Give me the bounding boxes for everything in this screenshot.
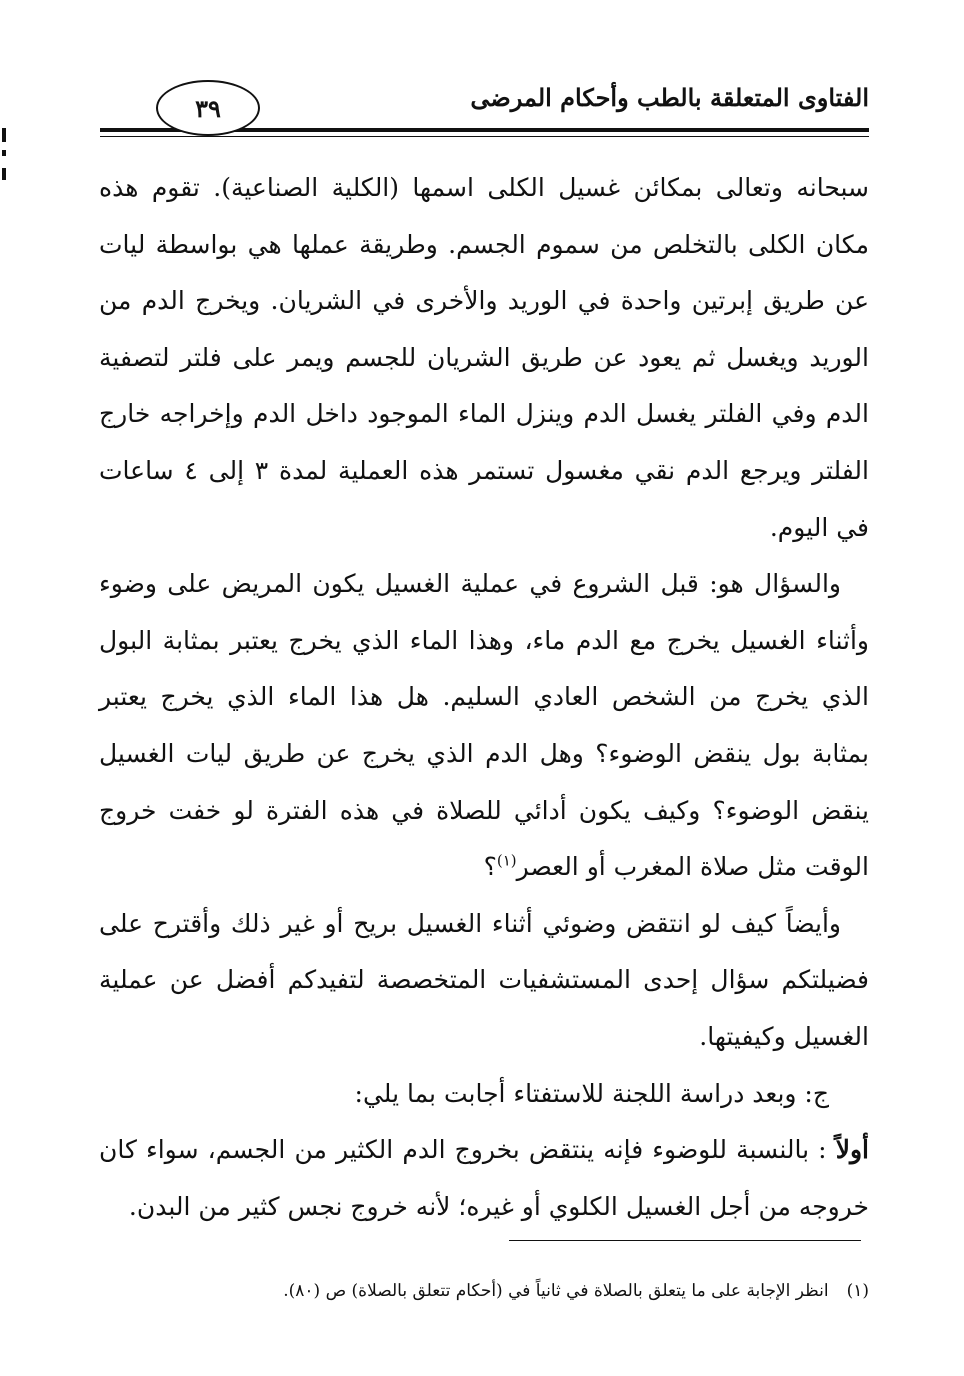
paragraph-3: وأيضاً كيف لو انتقض وضوئي أثناء الغسيل بريح أو غير ذلك وأقترح على فضيلتكم سؤال إحدى المستشفيات المتخصصة لتفيدكم أفضل عن عملية الغسيل وكيفيتها. [99,908,869,1051]
footnote [99,1278,869,1304]
answer-first-word: أولاً [835,1135,869,1165]
question-mark: ؟ [483,852,497,882]
answer-first-point [99,1122,869,1235]
paragraph-1: سبحانه وتعالى بمكائن غسيل الكلى اسمها (الكلية الصناعية). تقوم هذه مكان الكلى بالتخلص من سموم الجسم. وطريقة عملها هي بواسطة ليات عن طريق إبرتين واحدة في الوريد والأخرى في الشريان. ويخرج الدم من الوريد ويغسل ثم يعود عن طريق الشريان للجسم ويمر على فلتر لتصفية الدم وفي الفلتر يغسل الدم وينزل الماء الموجود داخل الدم وإخراجه خارج الفلتر ويرجع الدم نقي مغسول تستمر هذه العملية لمدة ٣ إلى ٤ ساعات في اليوم. [99,173,869,542]
page-number-text: ٣٩ [195,93,221,123]
header-rule-thin [100,136,869,137]
answer-first-text: : بالنسبة للوضوء فإنه ينتقض بخروج الدم الكثير من الجسم، سواء كان خروجه من أجل الغسيل الكلوي أو غيره؛ لأنه خروج نجس كثير من البدن. [99,1135,869,1221]
paragraph-question [99,556,869,896]
footnote-rule [509,1240,861,1241]
footnote-number: (١) [846,1281,869,1301]
answer-intro: ج: وبعد دراسة اللجنة للاستفتاء أجابت بما يلي: [354,1078,829,1108]
page-number [156,80,260,136]
footnote-reference: (١) [496,851,517,870]
footnote-text: انظر الإجابة على ما يتعلق بالصلاة في ثانياً في (أحكام تتعلق بالصلاة) ص (٨٠). [283,1281,829,1301]
question-text: والسؤال هو: قبل الشروع في عملية الغسيل يكون المريض على وضوء وأثناء الغسيل يخرج مع الدم ماء، وهذا الماء الذي يخرج يعتبر بمثابة البول الذي يخرج من الشخص العادي السليم. هل هذا الماء الذي يخرج يعتبر بمثابة بول ينقض الوضوء؟ وهل الدم الذي يخرج عن طريق ليات الغسيل ينقض الوضوء؟ وكيف يكون أدائي للصلاة في هذه الفترة لو خفت خروج الوقت مثل صلاة المغرب أو العصر [99,569,869,882]
margin-marks [2,128,6,188]
running-header-title: الفتاوى المتعلقة بالطب وأحكام المرضى [470,83,869,112]
body-text [99,160,869,1235]
